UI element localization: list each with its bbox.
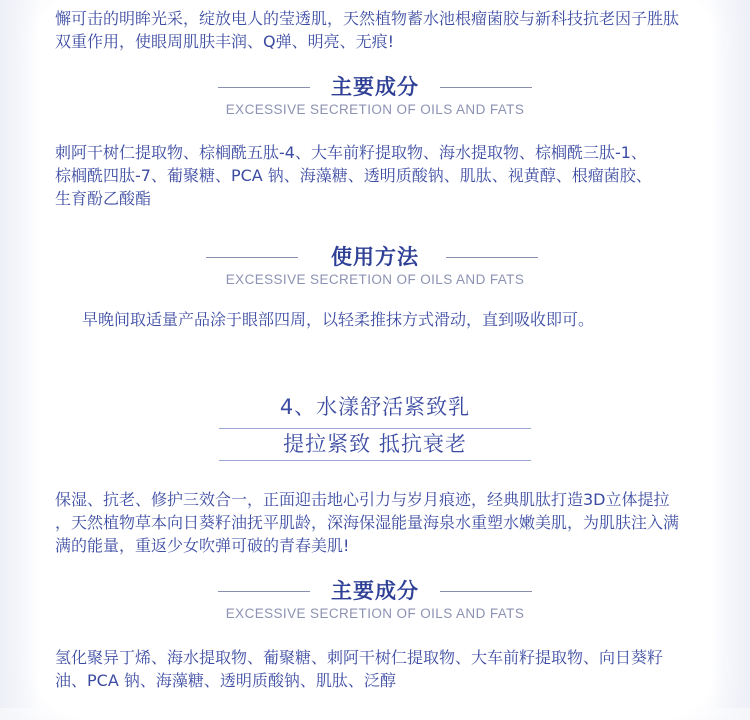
heading-rule-right bbox=[440, 87, 532, 88]
ingredients-line: 油、PCA 钠、海藻糖、透明质酸钠、肌肽、泛醇 bbox=[55, 671, 396, 690]
intro-line: 懈可击的明眸光采，绽放电人的莹透肌，天然植物蓄水池根瘤菌胶与新科技抗老因子胜肽 bbox=[55, 9, 680, 28]
product-description bbox=[55, 488, 705, 557]
product-heading bbox=[0, 393, 750, 421]
product-slogan-row bbox=[0, 430, 750, 458]
usage-text: 早晚间取适量产品涂于眼部四周，以轻柔推抹方式滑动，直到吸收即可。 bbox=[82, 310, 595, 329]
ingredients-heading bbox=[0, 74, 750, 117]
heading-rule-left bbox=[206, 257, 298, 258]
usage-heading bbox=[0, 244, 750, 287]
product-slogan: 提拉紧致 抵抗衰老 bbox=[283, 432, 467, 456]
heading-rule-right bbox=[440, 591, 532, 592]
description-line: 满的能量，重返少女吹弹可破的青春美肌! bbox=[55, 536, 350, 555]
ingredients-heading-2 bbox=[0, 578, 750, 621]
heading-rule-left bbox=[218, 591, 310, 592]
section-subtitle: EXCESSIVE SECRETION OF OILS AND FATS bbox=[225, 606, 525, 621]
product-name: 4、水漾舒活紧致乳 bbox=[279, 395, 471, 419]
section-title: 主要成分 bbox=[331, 579, 419, 603]
section-title: 使用方法 bbox=[331, 245, 419, 269]
description-line: 保湿、抗老、修护三效合一，正面迎击地心引力与岁月痕迹，经典肌肽打造3D立体提拉 bbox=[55, 490, 670, 509]
heading-rule-left bbox=[218, 87, 310, 88]
product-divider-top bbox=[219, 428, 531, 429]
product-divider-bottom bbox=[219, 460, 531, 461]
ingredients-line: 生育酚乙酸酯 bbox=[55, 189, 152, 208]
section-title: 主要成分 bbox=[331, 75, 419, 99]
ingredients-line: 刺阿干树仁提取物、棕榈酰五肽-4、大车前籽提取物、海水提取物、棕榈酰三肽-1、 bbox=[55, 143, 647, 162]
heading-rule-right bbox=[446, 257, 538, 258]
description-line: ，天然植物草本向日葵籽油抚平肌龄，深海保湿能量海泉水重塑水嫩美肌，为肌肤注入满 bbox=[55, 513, 680, 532]
intro-paragraph bbox=[55, 7, 705, 53]
section-subtitle: EXCESSIVE SECRETION OF OILS AND FATS bbox=[225, 272, 525, 287]
ingredients-line: 棕榈酰四肽-7、葡聚糖、PCA 钠、海藻糖、透明质酸钠、肌肽、视黄醇、根瘤菌胶、 bbox=[55, 166, 652, 185]
ingredients-line: 氢化聚异丁烯、海水提取物、葡聚糖、刺阿干树仁提取物、大车前籽提取物、向日葵籽 bbox=[55, 648, 664, 667]
intro-line: 双重作用，使眼周肌肤丰润、Q弹、明亮、无痕! bbox=[55, 32, 395, 51]
section-subtitle: EXCESSIVE SECRETION OF OILS AND FATS bbox=[225, 102, 525, 117]
ingredients-list bbox=[55, 141, 705, 210]
ingredients-list-2 bbox=[55, 646, 705, 692]
